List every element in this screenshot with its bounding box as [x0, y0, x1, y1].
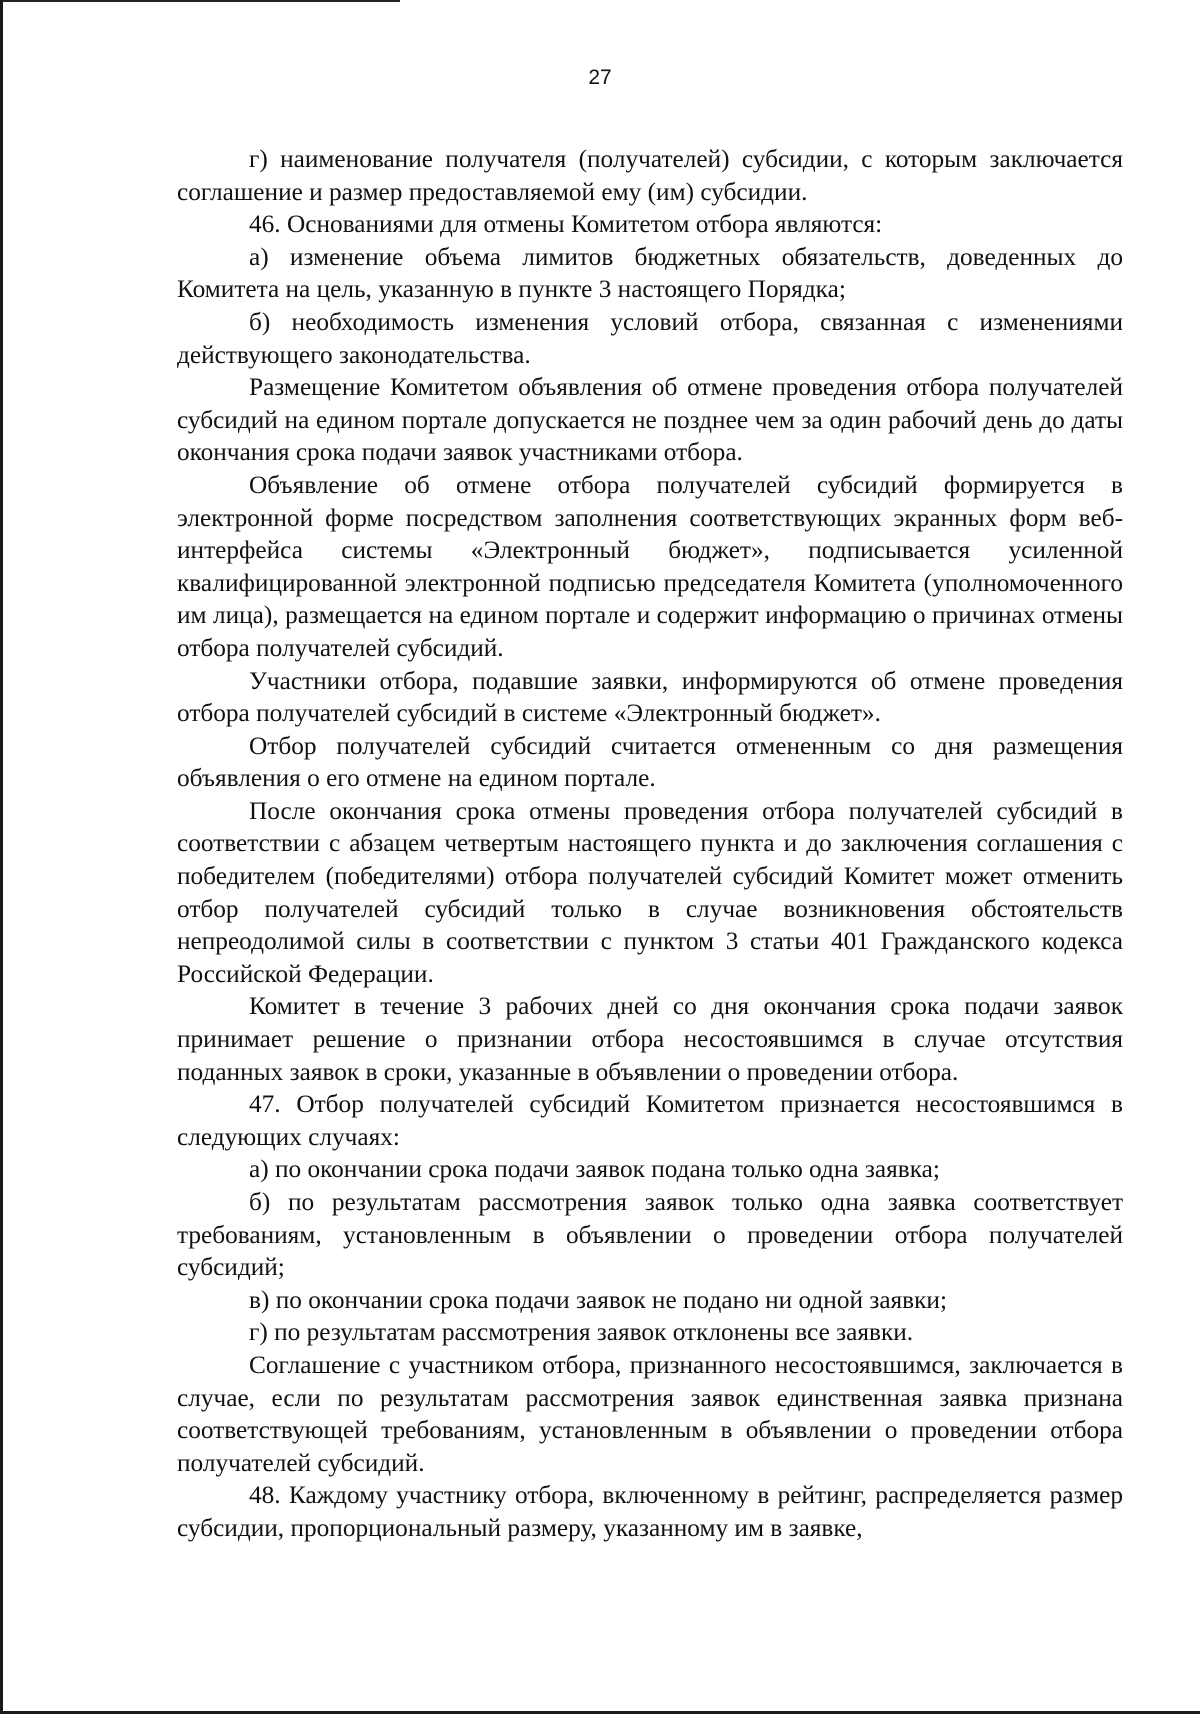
paragraph-47-b: б) по результатам рассмотрения заявок только одна заявка соответствует требованиям, установленным в объявлении о проведении отбора получателей субсидий;	[177, 1188, 1123, 1282]
scan-edge-left	[0, 0, 3, 1714]
scan-edge-top	[0, 0, 400, 2]
document-body	[177, 143, 1123, 1545]
paragraph-g-recipient-name: г) наименование получателя (получателей) субсидии, с которым заключается соглашение и размер предоставляемой ему (им) субсидии.	[177, 145, 1123, 206]
paragraph-agreement-sole-participant: Соглашение с участником отбора, признанного несостоявшимся, заключается в случае, если по результатам рассмотрения заявок единственная заявка признана соответствующей требованиям, установленным в объявлении о проведении отбора получателей субсидий.	[177, 1350, 1123, 1477]
paragraph-47-heading: 47. Отбор получателей субсидий Комитетом признается несостоявшимся в следующих случаях:	[177, 1090, 1123, 1151]
paragraph-48-subsidy-distribution: 48. Каждому участнику отбора, включенному в рейтинг, распределяется размер субсидии, пропорциональный размеру, указанному им в заявке,	[177, 1481, 1123, 1542]
paragraph-47-v: в) по окончании срока подачи заявок не подано ни одной заявки;	[249, 1285, 947, 1314]
paragraph-46-b: б) необходимость изменения условий отбора, связанная с изменениями действующего законодательства.	[177, 307, 1123, 369]
page-number: 27	[588, 66, 612, 89]
paragraph-46-heading: 46. Основаниями для отмены Комитетом отбора являются:	[249, 210, 883, 239]
paragraph-cancel-announcement-placement: Размещение Комитетом объявления об отмене проведения отбора получателей субсидий на едином портале допускается не позднее чем за один рабочий день до даты окончания срока подачи заявок участниками отбора.	[177, 373, 1123, 467]
paragraph-cancel-announcement-form: Объявление об отмене отбора получателей субсидий формируется в электронной форме посредством заполнения соответствующих экранных форм веб-интерфейса системы «Электронный бюджет», подписывается усиленной квалифицированной электронной подписью председателя Комитета (уполномоченного им лица), размещается на едином портале и содержит информацию о причинах отмены отбора получателей субсидий.	[177, 470, 1123, 662]
paragraph-47-g: г) по результатам рассмотрения заявок отклонены все заявки.	[249, 1318, 914, 1347]
paragraph-no-applications-decision: Комитет в течение 3 рабочих дней со дня окончания срока подачи заявок принимает решение о признании отбора несостоявшимся в случае отсутствия поданных заявок в сроки, указанные в объявлении о проведении отбора.	[177, 992, 1123, 1086]
paragraph-47-a: а) по окончании срока подачи заявок подана только одна заявка;	[249, 1155, 940, 1184]
paragraph-force-majeure: После окончания срока отмены проведения отбора получателей субсидий в соответствии с абзацем четвертым настоящего пункта и до заключения соглашения с победителем (победителями) отбора получателей субсидий Комитет может отменить отбор получателей субсидий только в случае возникновения обстоятельств непреодолимой силы в соответствии с пунктом 3 статьи 401 Гражданского кодекса Российской Федерации.	[177, 796, 1123, 988]
paragraph-participants-informed: Участники отбора, подавшие заявки, информируются об отмене проведения отбора получателей субсидий в системе «Электронный бюджет».	[177, 666, 1123, 728]
paragraph-selection-cancelled-date: Отбор получателей субсидий считается отмененным со дня размещения объявления о его отмене на едином портале.	[177, 731, 1123, 793]
paragraph-46-a: а) изменение объема лимитов бюджетных обязательств, доведенных до Комитета на цель, указанную в пункте 3 настоящего Порядка;	[177, 242, 1123, 304]
